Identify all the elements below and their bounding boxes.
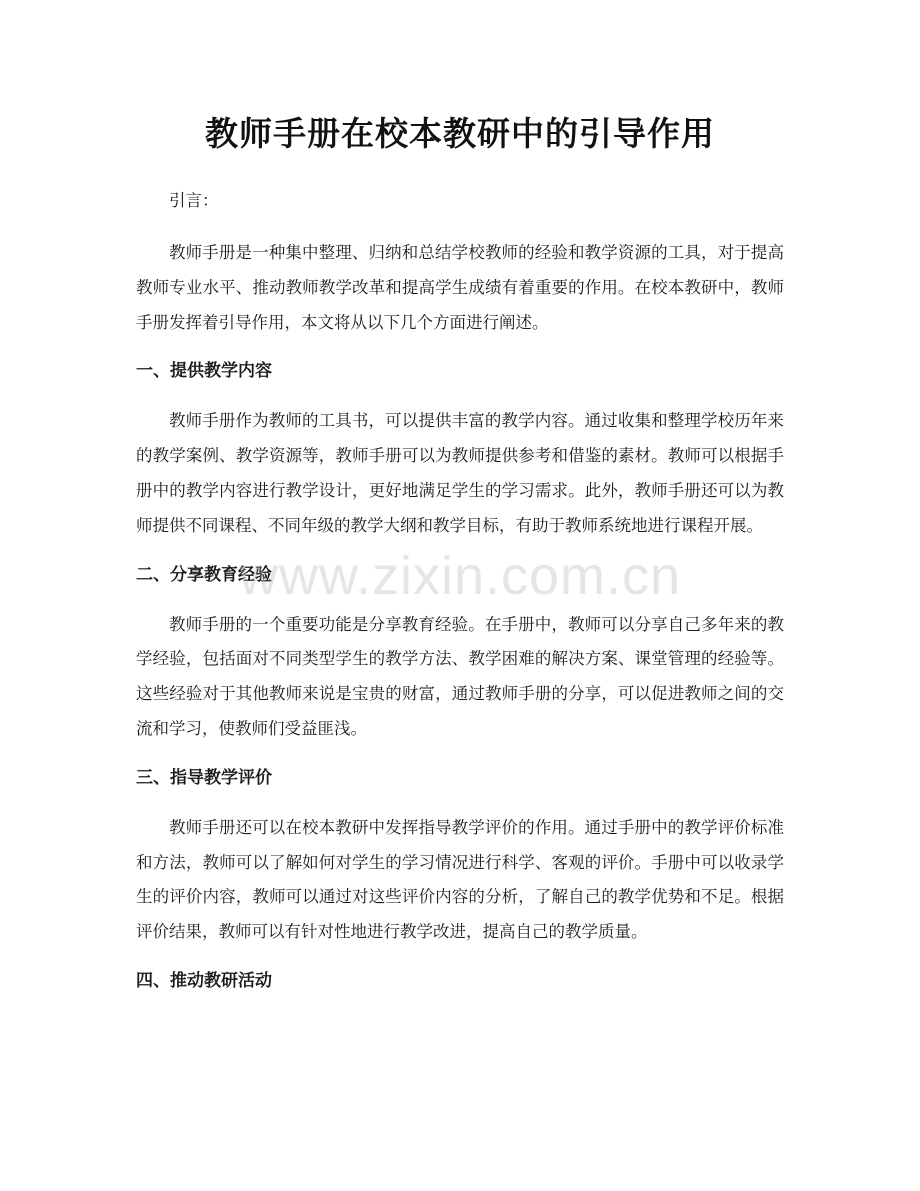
section-paragraph-1: 教师手册作为教师的工具书，可以提供丰富的教学内容。通过收集和整理学校历年来的教学案例、教学资源等，教师手册可以为教师提供参考和借鉴的素材。教师可以根据手册中的教学内容进行教学设计，更好地满足学生的学习需求。此外，教师手册还可以为教师提供不同课程、不同年级的教学大纲和教学目标，有助于教师系统地进行课程开展。 — [136, 411, 784, 535]
section-paragraph-2: 教师手册的一个重要功能是分享教育经验。在手册中，教师可以分享自己多年来的教学经验，包括面对不同类型学生的教学方法、教学困难的解决方案、课堂管理的经验等。这些经验对于其他教师来说是宝贵的财富，通过教师手册的分享，可以促进教师之间的交流和学习，使教师们受益匪浅。 — [136, 614, 784, 738]
section-paragraph-3: 教师手册还可以在校本教研中发挥指导教学评价的作用。通过手册中的教学评价标准和方法，教师可以了解如何对学生的学习情况进行科学、客观的评价。手册中可以收录学生的评价内容，教师可以通过对这些评价内容的分析，了解自己的教学优势和不足。根据评价结果，教师可以有针对性地进行教学改进，提高自己的教学质量。 — [136, 817, 784, 942]
intro-paragraph: 教师手册是一种集中整理、归纳和总结学校教师的经验和教学资源的工具，对于提高教师专业水平、推动教师教学改革和提高学生成绩有着重要的作用。在校本教研中，教师手册发挥着引导作用，本文将从以下几个方面进行阐述。 — [136, 243, 784, 332]
section-heading-4: 四、推动教研活动 — [136, 970, 272, 991]
section-heading-1: 一、提供教学内容 — [136, 361, 272, 382]
section-heading-3: 三、指导教学评价 — [136, 767, 272, 788]
watermark: www.zixin.com.cn — [238, 546, 682, 606]
section-heading-2: 二、分享教育经验 — [136, 564, 272, 585]
intro-label: 引言： — [169, 191, 219, 210]
document-title: 教师手册在校本教研中的引导作用 — [205, 114, 715, 153]
document-body — [136, 184, 784, 1014]
